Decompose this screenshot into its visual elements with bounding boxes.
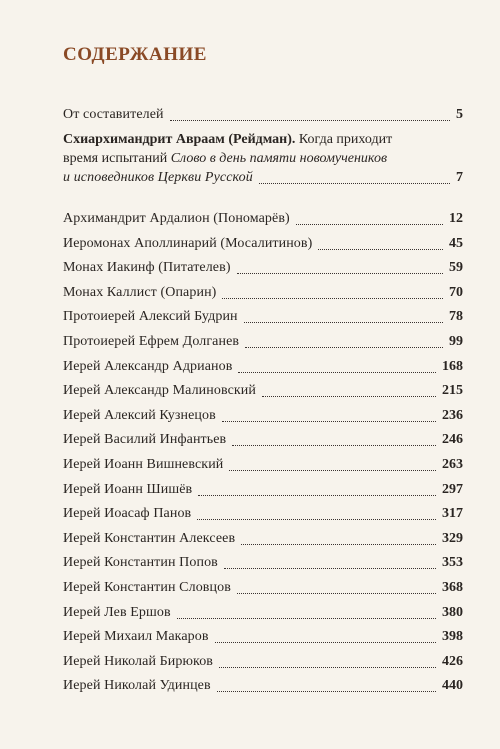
toc-entry-page: 297 <box>442 481 463 497</box>
toc-entry-page: 45 <box>449 235 463 251</box>
toc-entry-page: 236 <box>442 407 463 423</box>
leader-dots <box>244 308 443 323</box>
toc-entry-page: 99 <box>449 333 463 349</box>
toc-entry-page: 70 <box>449 284 463 300</box>
feature-author: Схиархимандрит Авраам (Рейдман). <box>63 132 296 147</box>
toc-entry[interactable] <box>63 381 463 406</box>
feature-subtitle-part2: и исповедников Церкви Русской <box>63 170 253 185</box>
toc-entry-title: Иеромонах Аполлинарий (Мосалитинов) <box>63 235 313 251</box>
toc-entry-page: 263 <box>442 456 463 472</box>
toc-entry[interactable] <box>63 307 463 332</box>
toc-entry-title: Иерей Михаил Макаров <box>63 629 209 645</box>
toc-entry[interactable] <box>63 234 463 259</box>
leader-dots <box>222 284 443 299</box>
toc-entry[interactable] <box>63 430 463 455</box>
toc-entry[interactable] <box>63 406 463 431</box>
toc-entry[interactable] <box>63 652 463 677</box>
toc-entry[interactable] <box>63 209 463 234</box>
feature-title-part2: время испытаний <box>63 151 168 166</box>
toc-top <box>63 105 463 187</box>
toc-entry-title: Иерей Константин Алексеев <box>63 530 236 546</box>
toc-entry-page: 440 <box>442 678 463 694</box>
toc-entry-title: Монах Иакинф (Питателев) <box>63 260 231 276</box>
toc-entry[interactable] <box>63 676 463 701</box>
toc-entry-title: Протоиерей Алексий Будрин <box>63 309 238 325</box>
toc-entry-page: 317 <box>442 506 463 522</box>
toc-entry-page: 398 <box>442 629 463 645</box>
toc-entry-title: Иерей Николай Бирюков <box>63 653 214 669</box>
leader-dots <box>232 431 436 446</box>
toc-entry-page: 59 <box>449 260 463 276</box>
toc-list <box>63 209 463 701</box>
page-title: СОДЕРЖАНИЕ <box>63 44 207 65</box>
feature-subtitle-part1: Слово в день памяти новомучеников <box>167 151 388 166</box>
toc-entry[interactable] <box>63 529 463 554</box>
leader-dots <box>217 677 436 692</box>
toc-entry-page: 329 <box>442 530 463 546</box>
toc-entry-page: 353 <box>442 555 463 571</box>
leader-dots <box>215 628 436 643</box>
leader-dots <box>177 604 436 619</box>
toc-entry[interactable] <box>63 283 463 308</box>
leader-dots <box>259 169 450 184</box>
toc-entry[interactable] <box>63 258 463 283</box>
toc-entry[interactable] <box>63 578 463 603</box>
toc-entry[interactable] <box>63 553 463 578</box>
toc-entry-title: Иерей Константин Словцов <box>63 579 231 595</box>
toc-entry-intro[interactable] <box>63 105 463 124</box>
leader-dots <box>262 382 436 397</box>
toc-entry-title: Монах Каллист (Опарин) <box>63 284 217 300</box>
toc-entry-title: Иерей Лев Ершов <box>63 604 171 620</box>
toc-entry[interactable] <box>63 332 463 357</box>
leader-dots <box>241 530 436 545</box>
toc-entry-title: Иерей Константин Попов <box>63 555 218 571</box>
toc-entry-page: 5 <box>456 107 463 122</box>
leader-dots <box>219 653 436 668</box>
toc-entry-page: 12 <box>449 211 463 226</box>
leader-dots <box>229 456 436 471</box>
toc-entry-title: Иерей Иоанн Вишневский <box>63 456 224 472</box>
toc-entry-page: 78 <box>449 309 463 325</box>
toc-entry[interactable] <box>63 357 463 382</box>
leader-dots <box>224 554 436 569</box>
toc-entry-title: Иерей Иоасаф Панов <box>63 506 192 522</box>
toc-entry-title: Иерей Александр Адрианов <box>63 358 233 374</box>
leader-dots <box>237 579 436 594</box>
toc-entry-feature[interactable] <box>63 130 463 187</box>
toc-entry-title: Иерей Иоанн Шишёв <box>63 481 193 497</box>
toc-entry-title: Протоиерей Ефрем Долганев <box>63 333 240 349</box>
toc-entry-title: Архимандрит Ардалион (Пономарёв) <box>63 211 290 226</box>
leader-dots <box>245 333 443 348</box>
leader-dots <box>237 259 443 274</box>
toc-entry-page: 380 <box>442 604 463 620</box>
toc-entry-title: Иерей Александр Малиновский <box>63 383 256 399</box>
toc-entry-title: Иерей Алексий Кузнецов <box>63 407 216 423</box>
toc-entry[interactable] <box>63 627 463 652</box>
toc-entry-page: 426 <box>442 653 463 669</box>
toc-entry-page: 368 <box>442 579 463 595</box>
leader-dots <box>198 481 436 496</box>
toc-entry-page: 168 <box>442 358 463 374</box>
leader-dots <box>170 106 450 121</box>
feature-title-part1: Когда приходит <box>295 132 393 147</box>
toc-entry-title: Иерей Василий Инфантьев <box>63 432 227 448</box>
toc-entry-page: 215 <box>442 383 463 399</box>
toc-entry-page: 7 <box>456 170 463 185</box>
toc-entry-title: От составителей <box>63 107 164 122</box>
toc-entry-title: Иерей Николай Удинцев <box>63 678 211 694</box>
leader-dots <box>197 505 436 520</box>
toc-entry[interactable] <box>63 480 463 505</box>
leader-dots <box>318 235 443 250</box>
toc-entry[interactable] <box>63 603 463 628</box>
leader-dots <box>296 210 443 225</box>
leader-dots <box>222 407 436 422</box>
toc-entry-page: 246 <box>442 432 463 448</box>
toc-entry[interactable] <box>63 455 463 480</box>
toc-entry[interactable] <box>63 504 463 529</box>
leader-dots <box>238 358 436 373</box>
